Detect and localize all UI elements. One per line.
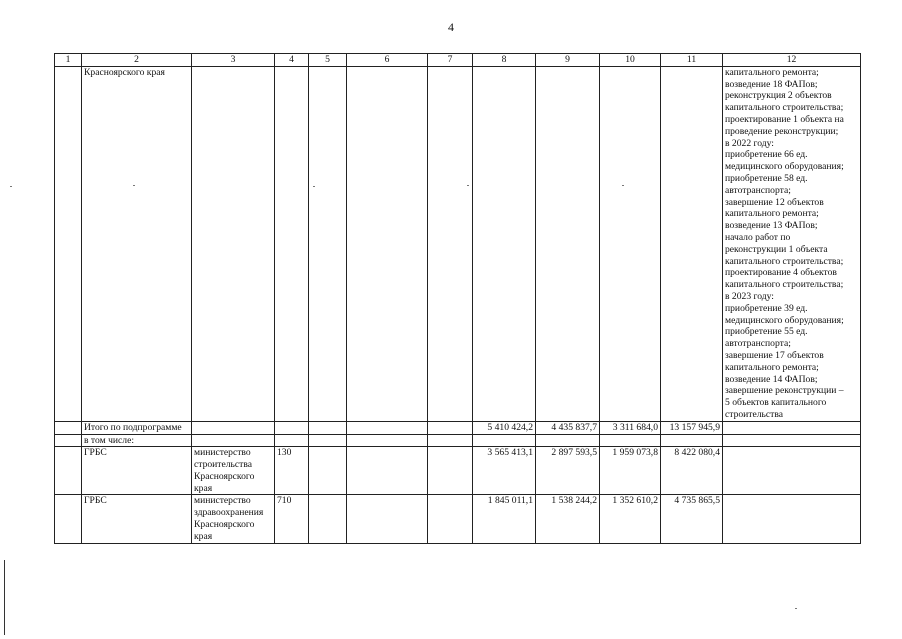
page-number: 4: [448, 20, 454, 34]
organization-cell: министерство здравоохранения Красноярского края: [192, 495, 275, 543]
col-header: 6: [347, 54, 428, 67]
col-header: 11: [661, 54, 723, 67]
col-header: 3: [192, 54, 275, 67]
scan-speck: [10, 186, 12, 187]
grbs-code: 710: [275, 495, 309, 543]
col-header: 12: [723, 54, 861, 67]
col-header: 9: [536, 54, 600, 67]
scan-speck: [622, 185, 624, 186]
amount-2021: 3 565 413,1: [473, 447, 536, 495]
amount-2021: 1 845 011,1: [473, 495, 536, 543]
grbs-code: 130: [275, 447, 309, 495]
amount-period: 4 735 865,5: [661, 495, 723, 543]
scan-edge-mark: [4, 560, 5, 635]
scan-speck: [133, 185, 135, 186]
table-row-total: [55, 421, 861, 434]
amount-2022: 2 897 593,5: [536, 447, 600, 495]
results-description-cell: капитального ремонта; возведение 18 ФАПов; реконструкция 2 объектов капитального строительства; проектирование 1 объекта на проведение реконструкции; в 2022 году: приобретение 66 ед. медицинского оборудования; приобретение 58 ед. автотранспорта; завершение 12 объектов капитального ремонта; возведение 13 ФАПов; начало работ по реконструкции 1 объекта капитального строительства; проектирование 4 объектов капитального строительства; в 2023 году: приобретение 39 ед. медицинского оборудования; приобретение 55 ед. автотранспорта; завершение 17 объектов капитального ремонта; возведение 14 ФАПов; завершение реконструкции – 5 объектов капитального строительства: [723, 66, 861, 421]
column-number-row: [55, 54, 861, 67]
col-header: 2: [82, 54, 192, 67]
scan-speck: [467, 185, 469, 186]
total-label: Итого по подпрограмме: [82, 421, 192, 434]
program-table: [54, 53, 861, 544]
col-header: 7: [428, 54, 473, 67]
total-2022: 4 435 837,7: [536, 421, 600, 434]
table-row-grbs-health: [55, 495, 861, 543]
col-header: 4: [275, 54, 309, 67]
col-header: 5: [309, 54, 347, 67]
amount-2022: 1 538 244,2: [536, 495, 600, 543]
scan-speck: [795, 608, 797, 609]
region-cell: Красноярского края: [82, 66, 192, 421]
table-row-including: [55, 434, 861, 447]
including-label: в том числе:: [82, 434, 192, 447]
col-header: 10: [600, 54, 661, 67]
scan-speck: [313, 186, 315, 187]
grbs-label: ГРБС: [82, 447, 192, 495]
col-header: 8: [473, 54, 536, 67]
amount-period: 8 422 080,4: [661, 447, 723, 495]
amount-2023: 1 352 610,2: [600, 495, 661, 543]
total-period: 13 157 945,9: [661, 421, 723, 434]
amount-2023: 1 959 073,8: [600, 447, 661, 495]
table-row-grbs-construction: [55, 447, 861, 495]
total-2021: 5 410 424,2: [473, 421, 536, 434]
total-2023: 3 311 684,0: [600, 421, 661, 434]
col-header: 1: [55, 54, 82, 67]
grbs-label: ГРБС: [82, 495, 192, 543]
organization-cell: министерство строительства Красноярского края: [192, 447, 275, 495]
table-row-main: [55, 66, 861, 421]
